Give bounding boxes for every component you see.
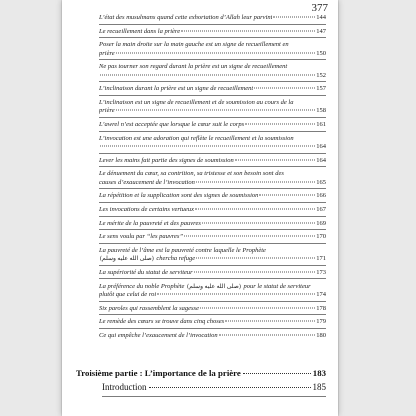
toc-entry-page: 170 [316,233,326,241]
toc-entry [99,233,326,242]
section-heading [76,368,326,378]
toc-entry-page: 157 [316,85,326,93]
book-page [62,0,338,416]
toc-entry [99,63,326,80]
toc-entry [99,206,326,215]
toc-entry-text-cont: causes d’exaucement de l’invocation [99,178,195,186]
toc-entry-text: Six paroles qui rassemblent la sagesse [99,304,199,312]
toc-entry-text-cont: plutôt que celui de roi [99,291,157,298]
toc-entry [99,135,326,152]
toc-entry-page: 166 [316,192,326,200]
toc-entry-page: 169 [316,219,326,227]
toc-entry-page: 158 [316,107,326,115]
introduction-label: Introduction [102,382,147,392]
toc-entry [99,14,326,23]
toc-entry-text-tail: pour le statut de serviteur [243,282,311,290]
toc-entry-page: 164 [316,143,326,151]
toc-entry [99,332,326,341]
toc-entry-text-cont: prière [99,107,115,115]
toc-entry-page: 147 [316,27,326,35]
toc-entry-text: La répétition et la supplication sont des signes de soumission [99,192,259,200]
toc-entry-text: La pauvreté de l’âme est la pauvreté contre laquelle le Prophète [99,246,266,254]
toc-entry-text: Ne pas tourner son regard durant la prière est un signe de recueillement [99,63,288,71]
toc-entry-text: L’état des musulmans quand cette exhortation d’Allah leur parvint [99,14,273,21]
toc-entry [99,247,326,264]
toc-entry-text: L’inclinaison durant la prière est un signe de recueillement [99,85,254,93]
toc-entry-page: 178 [316,304,326,312]
toc-entry-text: Le remède des cœurs se trouve dans cinq choses [99,318,225,326]
toc-entry-text: Les invocations de certains vertueux [99,206,194,214]
toc-entry [99,41,326,58]
toc-entry-page: 165 [316,178,326,186]
toc-entry-page: 179 [316,318,326,326]
section-heading-page: 183 [312,368,326,378]
toc-entry-text: Le mérite de la pauvreté et des pauvres [99,219,201,227]
divider [102,396,326,397]
toc-entry-text: Le sens voulu par “les pauvres” [99,233,184,241]
toc-entry-text-cont: prière [99,49,115,57]
toc-entry-text: Le dénuement du cœur, sa contrition, sa tristesse et son besoin sont des [99,170,284,178]
toc-entry [99,318,326,327]
page-number: 377 [311,2,328,14]
toc-entry-text: Ce qui empêche l’exaucement de l’invocation [99,331,218,339]
section-heading-label: Troisième partie : L’importance de la prière [76,368,241,378]
toc-entry [99,305,326,314]
table-of-contents [99,14,326,340]
toc-entry-page: 174 [316,291,326,298]
toc-entry-text: Lever les mains fait partie des signes de soumission [99,156,234,164]
toc-entry-text: L’invocation est une adoration qui reflète le recueillement et la soumission [99,134,294,142]
toc-entry-page: 144 [316,14,326,21]
toc-entry [99,85,326,94]
toc-entry-page: 173 [316,268,326,276]
toc-entry [99,192,326,201]
toc-entry-page: 161 [316,121,326,129]
toc-entry [99,157,326,166]
toc-entry [99,28,326,37]
toc-entry [99,269,326,278]
introduction-entry [102,382,326,392]
toc-entry [99,220,326,229]
toc-entry-text: L’awrel n’est acceptée que lorsque le cœur suit le corps [99,121,245,129]
toc-entry-page: 180 [316,331,326,339]
toc-entry-text: Poser la main droite sur la main gauche est un signe de recueillement en [99,41,289,49]
toc-entry [99,283,326,300]
toc-entry-page: 167 [316,206,326,214]
toc-entry-page: 150 [316,49,326,57]
toc-entry-page: 171 [316,255,326,263]
toc-entry-text: La préférence du noble Prophète [99,282,185,290]
introduction-page: 185 [312,382,326,392]
toc-entry [99,121,326,130]
salutation-calligraphy: (صلى الله عليه وسلم) [100,256,154,263]
toc-entry-text: L’inclinaison est un signe de recueillement et de soumission au cours de la [99,98,294,106]
toc-entry-text: Le recueillement dans la prière [99,27,181,35]
salutation-calligraphy: (صلى الله عليه وسلم) [187,283,241,290]
toc-entry-page: 152 [316,71,326,79]
toc-entry [99,99,326,116]
toc-entry-text: La supériorité du statut de serviteur [99,268,193,276]
toc-entry-text-cont: chercha refuge [156,255,196,263]
toc-entry-page: 164 [316,156,326,164]
toc-entry [99,170,326,187]
